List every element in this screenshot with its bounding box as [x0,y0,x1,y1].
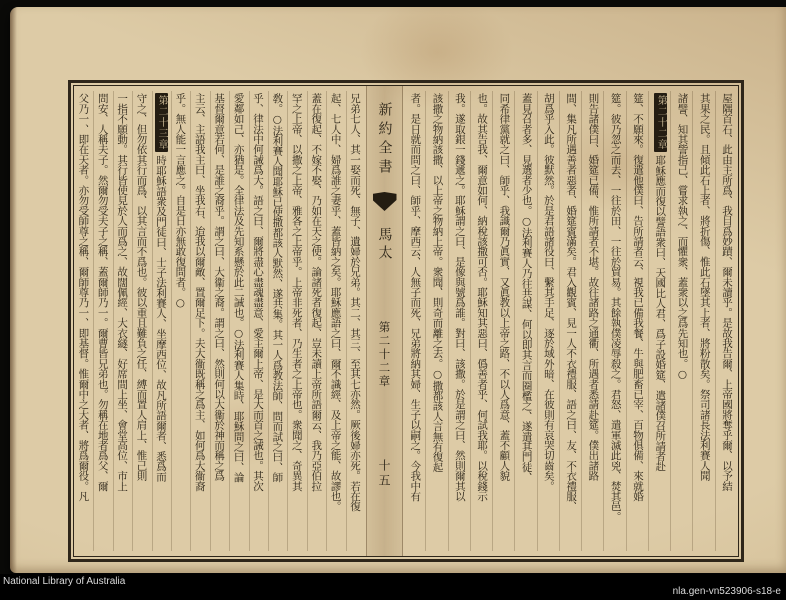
text-column: 基督爾意若何、是誰之裔乎。謂之曰、大衞之裔。謂之曰、然則何以大衞於神而稱之爲 [210,91,229,551]
text-column: 乎、律法中何誡爲大。語之曰、爾將盡心盡魂盡意、愛主爾上帝、是大而首之誡也。其次 [249,91,268,551]
text-column: 屋隅首石、此由主所爲、我目爲妙蹟、爾未讀乎。是故我告爾、上帝國將奪乎爾、以予結 [715,91,737,551]
book-title: 新約全書 [376,102,393,178]
fold-page-number: 十五 [377,458,391,489]
printed-border-frame [68,80,744,562]
center-fold [366,86,403,556]
text-column: 守之、但勿依其行而爲、以其言而不爲也。彼以重且難負之任、縛而置人肩上、惟己則 [132,91,151,551]
fishtail-ornament-icon [373,192,397,211]
text-column: 同希律黨就之曰、師乎、我識爾乃眞實、又眞教以上帝之路、不以人爲意、蓋不顧人貌 [492,91,514,551]
chapter-heading: 第二十三章 [155,95,167,150]
text-column: 該撒之物納該撒、以上帝之物納上帝。衆聞、則奇而離之去。○撒都該人言無有復起 [425,91,447,551]
text-column: 一指不願動。其行皆使見於人而爲之、故闊佩經、大衣繸、好席間上坐、會堂高位、市上 [113,91,132,551]
text-column: 父乃一、即在天者。亦勿受師尊之稱、爾師尊乃一、即基督。惟爾中之大者、將爲爾役。凡 [77,93,90,502]
text-column: 罕之上帝、以撒之上帝、雅各之上帝乎。上帝非死者、乃生者之上帝也。衆聞之、奇異其 [287,91,306,551]
text-column: 蓋見召者多、見選者少也。○法利賽人乃往共謀、何以即其言而圈檻之、遂遣其門徒、 [514,91,536,551]
left-page-columns [74,86,366,556]
text-column: 愛鄰如己、亦猶是。全律法及先知系懸於此二誡也。○法利賽人集時、耶穌問之曰、論 [229,91,248,551]
text-column: 間、集凡所遇善者惡者、婚筵賓滿矣。君入觀賓、見一人不衣禮服、語之曰、友、不衣禮服、 [559,91,581,551]
text-column: 筵、不願來。復遣他僕曰、告所請者云、視我已備我餐、牛與肥畜已宰、百物俱備、來就婚 [626,91,648,551]
text-column: 主云、主語我主曰、坐我右、迨我以爾敵、置爾足下。夫大衞既稱之爲主、如何爲大衞裔 [190,91,209,551]
left-text-page [74,86,366,556]
text-column: 第二十二章耶穌應而復以譬語衆曰、天國比人君、爲子設婚筵、遣諸僕召所請者赴 [648,91,670,551]
gospel-name: 馬太 [376,227,393,263]
printed-inner-frame [73,85,739,557]
text-column: 蓋在復起、不嫁不娶、乃如在天之使。論諸死者復起、豈未讀上帝所語爾云、我乃亞伯拉 [307,91,326,551]
fold-chapter-label: 第二十二章 [377,321,392,389]
text-column: 胡爲乎入此。彼默然。於是君語諸役曰、繫其手足、逐於域外暗、在彼則有哀哭切齒矣。 [537,91,559,551]
text-column: 兄弟七人、其一娶而死、無子、遺婦於兄弟。其二、其三、至其七亦然。厥後婦亦死。若在復 [346,91,365,551]
text-column: 諸譬、知其訾指己、嘗求執之、而懼衆、蓋衆以之爲先知也。○ [670,91,692,551]
text-column: 其果之民。且傾此石上者、將折傷、惟此石墜其上者、將粉散矣。祭司諸長法利賽人聞 [692,91,714,551]
library-caption-bar [0,574,786,600]
text-column: 者。是日就而問之曰、師乎、摩西云、人無子而死、兄弟將納其婦、生子以嗣之。今我中有 [409,93,422,502]
catalog-id: nla.gen-vn523906-s18-e [672,586,781,597]
text-column: 則告諸僕曰、婚筵已備、惟所請者不堪。故往諸路之通衢、所遇者悉請赴筵。僕出諸路 [581,91,603,551]
right-page-columns [403,86,738,556]
book-page [10,7,786,573]
text-column: 第二十三章時耶穌語衆及門徒曰、士子法利賽人、坐摩西位、故凡所語爾者、悉爲而 [152,91,171,551]
right-text-page [403,86,738,556]
text-column: 乎。無人能一言應之。自是日亦無敢復問者。○ [171,91,190,551]
text-column: 問安、人稱夫子。然爾勿受夫子之稱、蓋爾師乃一。爾曹皆兄弟也。勿稱在地者爲父、爾 [93,91,112,551]
text-column: 筵。彼乃忽之而去、一往於田、一往於貿易。其餘執僕凌辱殺之。君怒、遣軍滅此兇、焚其邑。 [603,91,625,551]
text-column: 也。故其告我、爾意如何、納稅該撒可否。耶穌知其惡曰、僞善者乎、何試我耶。以稅錢示 [470,91,492,551]
chapter-heading: 第二十二章 [655,95,667,150]
text-column: 起、七人中、婦爲誰之妻乎、蓋皆納之矣。耶穌應語之曰、爾不識經、及上帝之能、故謬也。 [326,91,345,551]
library-name: National Library of Australia [3,576,126,587]
text-column: 我。遂取銀一錢遞之。耶穌謂之曰、是像與號爲誰。對曰、該撒。於是謂之曰、然則爾其以 [448,91,470,551]
text-column: 敎。○法利賽人聞耶穌已使撒都該人默然、遂共集。其一人爲教法師、問而試之曰、師 [268,91,287,551]
